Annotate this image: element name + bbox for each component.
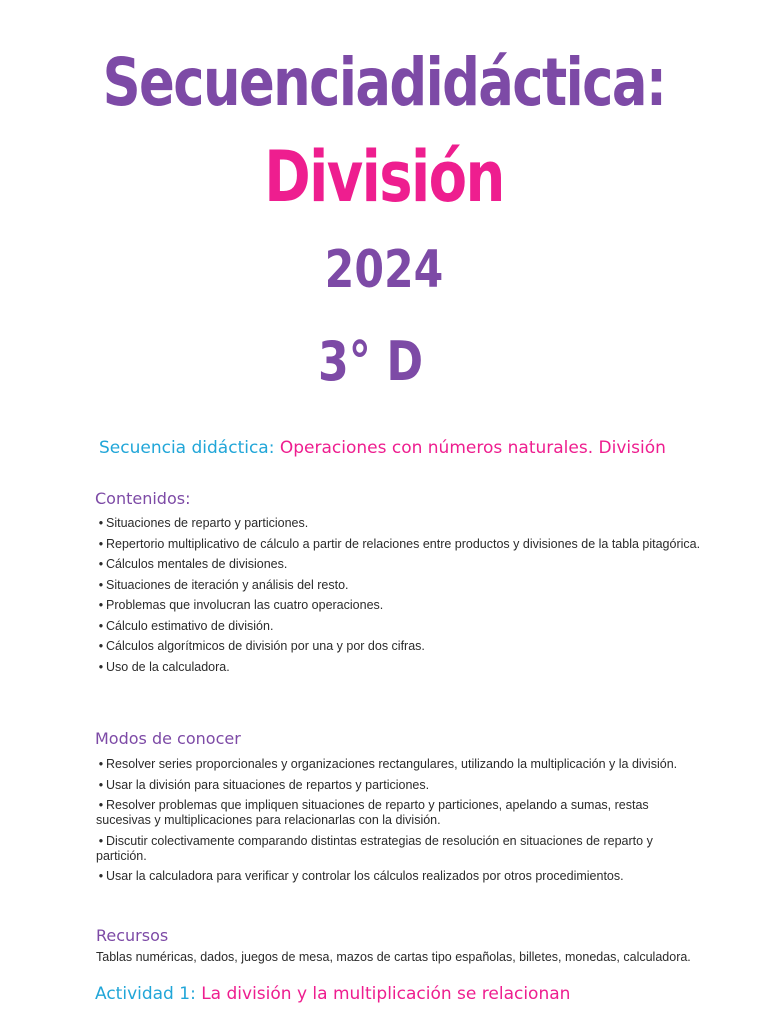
year-label: 2024	[324, 240, 444, 300]
bullet-icon: •	[98, 536, 104, 551]
grade-label: 3° D	[318, 330, 424, 393]
document-subtitle: División	[264, 136, 504, 218]
list-item-text: Situaciones de iteración y análisis del resto.	[106, 577, 349, 592]
contenidos-heading: Contenidos:	[95, 489, 191, 508]
bullet-icon: •	[98, 798, 104, 812]
modos-list	[96, 757, 706, 890]
list-item-text: Resolver series proporcionales y organizaciones rectangulares, utilizando la multiplicación y la división.	[106, 757, 678, 771]
bullet-icon: •	[98, 577, 104, 592]
list-item	[96, 869, 706, 884]
bullet-icon: •	[98, 557, 104, 571]
list-item	[96, 557, 706, 572]
list-item	[96, 757, 706, 772]
list-item	[96, 578, 706, 593]
activity-label: Actividad 1:	[95, 984, 196, 1004]
list-item	[96, 516, 706, 531]
bullet-icon: •	[98, 618, 104, 633]
list-item-text: Situaciones de reparto y particiones.	[106, 516, 309, 530]
list-item	[96, 798, 706, 828]
recursos-heading: Recursos	[96, 926, 169, 945]
list-item-text: Resolver problemas que impliquen situaciones de reparto y particiones, apelando a sumas, restas sucesivas y multiplicaciones para relacionarlas con la división.	[96, 798, 649, 827]
list-item	[96, 660, 706, 675]
list-item-text: Cálculos algorítmicos de división por una y por dos cifras.	[106, 639, 425, 653]
list-item-text: Repertorio multiplicativo de cálculo a partir de relaciones entre productos y divisiones de la tabla pitagórica.	[106, 536, 701, 551]
list-item	[96, 778, 706, 793]
bullet-icon: •	[98, 516, 104, 530]
list-item	[96, 598, 706, 613]
list-item	[96, 619, 706, 634]
list-item	[96, 537, 706, 552]
contenidos-list	[96, 516, 706, 680]
list-item-text: Cálculo estimativo de división.	[106, 618, 274, 633]
recursos-text: Tablas numéricas, dados, juegos de mesa, mazos de cartas tipo españolas, billetes, monedas, calculadora.	[96, 950, 691, 964]
sequence-label: Secuencia didáctica:	[99, 438, 275, 458]
bullet-icon: •	[98, 833, 104, 848]
activity-line	[95, 984, 570, 1004]
bullet-icon: •	[98, 598, 104, 612]
modos-heading: Modos de conocer	[95, 729, 241, 748]
document-title: Secuenciadidáctica:	[102, 44, 666, 121]
sequence-line	[99, 438, 666, 458]
bullet-icon: •	[98, 777, 104, 792]
list-item-text: Usar la división para situaciones de repartos y particiones.	[106, 777, 430, 792]
list-item	[96, 834, 706, 864]
bullet-icon: •	[98, 639, 104, 653]
list-item	[96, 639, 706, 654]
list-item-text: Cálculos mentales de divisiones.	[106, 557, 288, 571]
sequence-value: Operaciones con números naturales. División	[274, 438, 666, 458]
activity-title: La división y la multiplicación se relacionan	[195, 984, 571, 1004]
bullet-icon: •	[98, 757, 104, 771]
list-item-text: Problemas que involucran las cuatro operaciones.	[106, 598, 384, 612]
list-item-text: Uso de la calculadora.	[106, 659, 230, 674]
list-item-text: Usar la calculadora para verificar y controlar los cálculos realizados por otros procedimientos.	[106, 869, 624, 883]
bullet-icon: •	[98, 869, 104, 883]
list-item-text: Discutir colectivamente comparando distintas estrategias de resolución en situaciones de reparto y partición.	[96, 833, 653, 863]
bullet-icon: •	[98, 659, 104, 674]
